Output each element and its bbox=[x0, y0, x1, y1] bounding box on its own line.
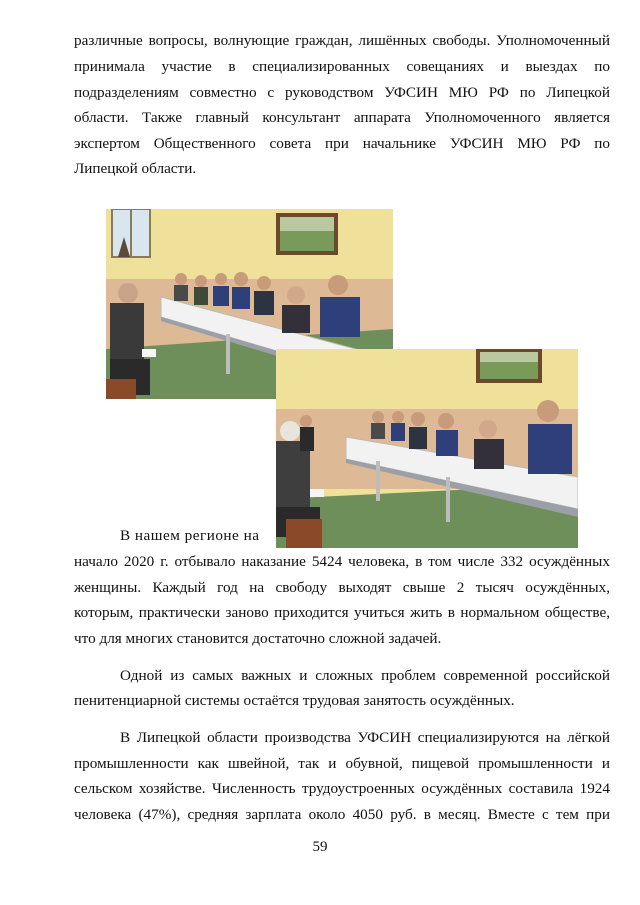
text-line: В Липецкой области производства УФСИН специализируются на лёгкой bbox=[120, 729, 610, 746]
page-number: 59 bbox=[312, 839, 328, 855]
text-line: человека (47%), средняя зарплата около 4050 руб. в месяц. Вместе с тем при bbox=[74, 806, 610, 823]
text-line: женщины. Каждый год на свободу выходят свыше 2 тысяч осуждённых, bbox=[74, 579, 610, 596]
meeting-photo-2-image bbox=[276, 349, 578, 548]
text-line: Липецкой области. bbox=[74, 160, 197, 177]
text-line: Одной из самых важных и сложных проблем современной российской bbox=[120, 667, 610, 684]
paragraph-start: В нашем регионе на bbox=[120, 527, 260, 544]
text-line: пенитенциарной системы остаётся трудовая занятость осуждённых. bbox=[74, 692, 515, 709]
meeting-photo-2 bbox=[276, 349, 578, 548]
text-line: промышленности как швейной, так и обувной, пищевой промышленности и bbox=[74, 755, 610, 772]
text-line: подразделениям совместно с руководством УФСИН МЮ РФ по Липецкой bbox=[74, 84, 610, 101]
text-line: экспертом Общественного совета при начальнике УФСИН МЮ РФ по bbox=[74, 135, 610, 152]
text-line: принимала участие в специализированных совещаниях и выездах по bbox=[74, 58, 610, 75]
text-line: что для многих становится достаточно сложной задачей. bbox=[74, 630, 442, 647]
text-line: начало 2020 г. отбывало наказание 5424 человека, в том числе 332 осуждённых bbox=[74, 553, 610, 570]
text-line: сельском хозяйстве. Численность трудоустроенных осуждённых составила 1924 bbox=[74, 780, 610, 797]
text-line: различные вопросы, волнующие граждан, лишённых свободы. Уполномоченный bbox=[74, 32, 610, 49]
text-line: области. Также главный консультант аппарата Уполномоченного является bbox=[74, 109, 610, 126]
text-line: которым, практически заново приходится учиться жить в нормальном обществе, bbox=[74, 604, 610, 621]
